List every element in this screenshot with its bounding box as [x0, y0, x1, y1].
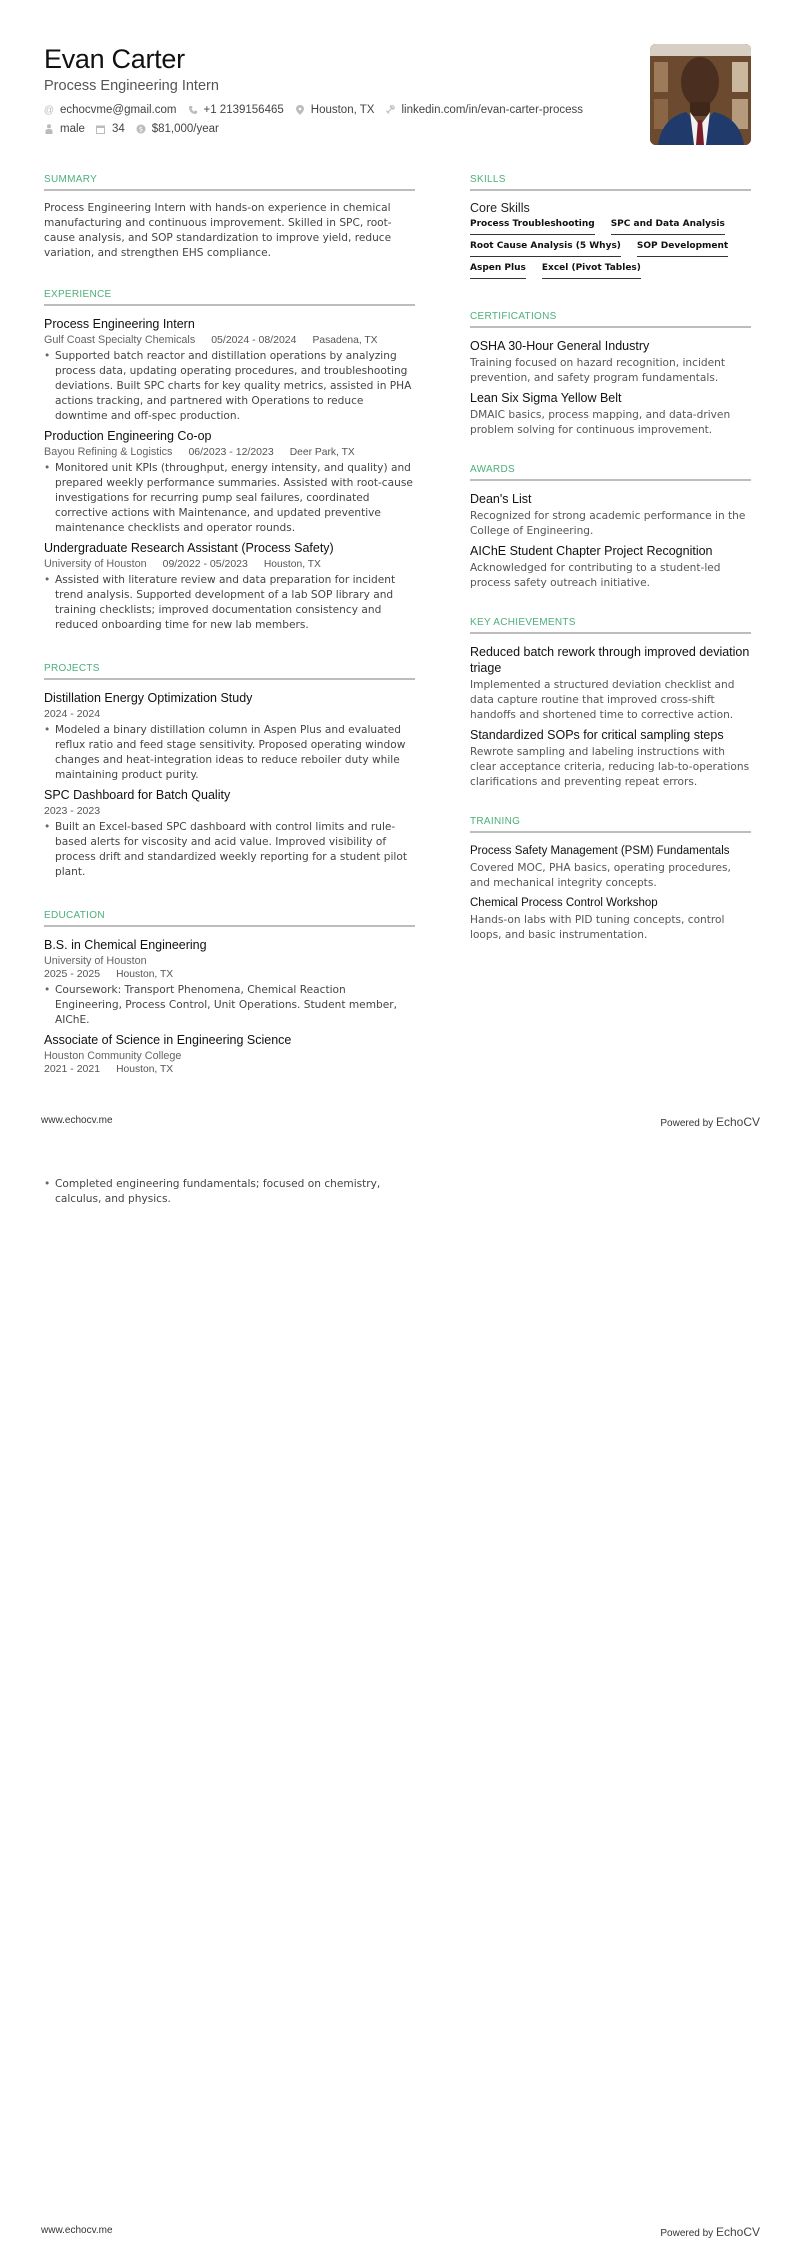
powered-by [660, 1115, 760, 1129]
certification-desc: DMAIC basics, process mapping, and data-driven problem solving for continuous improvement. [470, 409, 731, 436]
section-heading: AWARDS [470, 464, 751, 481]
project-title: SPC Dashboard for Batch Quality [44, 788, 231, 802]
profile-photo [650, 44, 751, 145]
education-meta [44, 1063, 415, 1075]
personal-row [44, 123, 230, 135]
job-bullet [44, 461, 415, 536]
skill-tag: Excel (Pivot Tables) [542, 263, 641, 279]
bullet-icon: • [44, 984, 51, 996]
skill-tag: SPC and Data Analysis [611, 219, 725, 235]
brand-name: EchoCV [715, 2225, 760, 2239]
education-overflow [44, 1177, 415, 1211]
skills-section [470, 174, 751, 285]
experience-item [44, 316, 415, 424]
education-dates: 2025 - 2025 [44, 968, 101, 980]
achievement-title: Standardized SOPs for critical sampling steps [470, 728, 724, 742]
award-desc: Acknowledged for contributing to a student-led process safety outreach initiative. [470, 562, 721, 589]
bullet-text: Supported batch reactor and distillation operations by analyzing process data, updating operating procedures, and troubleshooting deviations. Built SPC charts for key quality metrics, assisted in PHA actions tracking, and partnered with Operations to reduce downtime and off-spec production. [55, 350, 412, 422]
school-name: Houston Community College [44, 1050, 182, 1062]
section-heading: KEY ACHIEVEMENTS [470, 617, 751, 634]
award-title: AIChE Student Chapter Project Recognition [470, 544, 713, 558]
footer-site-link[interactable]: www.echocv.me [41, 1115, 113, 1126]
phone-text: +1 2139156465 [203, 104, 284, 116]
job-dates: 05/2024 - 08/2024 [211, 334, 297, 346]
linkedin-text: linkedin.com/in/evan-carter-process [401, 104, 584, 116]
project-item [44, 690, 415, 783]
education-location: Houston, TX [116, 1064, 174, 1075]
training-title: Process Safety Management (PSM) Fundamentals [470, 845, 730, 857]
calendar-icon [96, 124, 106, 134]
certification-title: OSHA 30-Hour General Industry [470, 339, 650, 353]
contact-phone[interactable] [188, 104, 284, 116]
bullet-icon: • [44, 574, 51, 586]
project-meta [44, 708, 415, 720]
powered-prefix: Powered by [660, 2228, 714, 2239]
bullet-icon: • [44, 462, 51, 474]
project-title: Distillation Energy Optimization Study [44, 691, 253, 705]
right-column [470, 174, 751, 965]
project-item [44, 787, 415, 880]
bullet-icon: • [44, 724, 51, 736]
education-dates: 2021 - 2021 [44, 1063, 101, 1075]
left-column [44, 174, 415, 1097]
award-desc: Recognized for strong academic performance in the College of Engineering. [470, 510, 746, 537]
job-bullet [44, 349, 415, 424]
candidate-name: Evan Carter [44, 44, 185, 74]
powered-prefix: Powered by [660, 1118, 714, 1129]
section-heading: EXPERIENCE [44, 289, 415, 306]
bullet-icon: • [44, 1178, 51, 1190]
award-title: Dean's List [470, 492, 532, 506]
training-title: Chemical Process Control Workshop [470, 897, 658, 909]
certification-title: Lean Six Sigma Yellow Belt [470, 391, 622, 405]
skills-list [470, 219, 751, 285]
experience-item [44, 540, 415, 633]
job-bullet [44, 573, 415, 633]
page-footer [0, 1115, 794, 1135]
job-meta [44, 558, 415, 570]
project-dates: 2024 - 2024 [44, 708, 101, 720]
person-icon [44, 124, 54, 134]
skills-group-title: Core Skills [470, 201, 530, 215]
personal-age [96, 123, 125, 135]
section-heading: SKILLS [470, 174, 751, 191]
summary-section [44, 174, 415, 261]
project-bullet [44, 723, 415, 783]
education-section [44, 910, 415, 1075]
achievement-title: Reduced batch rework through improved deviation triage [470, 645, 750, 675]
bullet-text: Modeled a binary distillation column in Aspen Plus and evaluated reflux ratio and feed stage sensitivity. Proposed operating window changes and heat-integration ideas to reduce reboiler duty while maintaining product purity. [55, 724, 406, 781]
bullet-text: Coursework: Transport Phenomena, Chemical Reaction Engineering, Process Control, Unit Operations. Student member, AIChE. [55, 984, 397, 1026]
job-location: Houston, TX [263, 559, 321, 570]
project-dates: 2023 - 2023 [44, 805, 101, 817]
skill-tag: SOP Development [637, 241, 728, 257]
certification-desc: Training focused on hazard recognition, incident prevention, and safety program fundamentals. [470, 357, 726, 384]
experience-item [44, 428, 415, 536]
company: University of Houston [44, 558, 147, 570]
section-heading: CERTIFICATIONS [470, 311, 751, 328]
skill-tag: Root Cause Analysis (5 Whys) [470, 241, 621, 257]
training-desc: Covered MOC, PHA basics, operating procedures, and mechanical integrity concepts. [470, 862, 731, 889]
summary-text: Process Engineering Intern with hands-on experience in chemical manufacturing and continuous improvement. Skilled in SPC, root-cause analysis, and SOP standardization to improve yield, reduce variation, and strengthen EHS compliance. [44, 202, 392, 259]
achievement-desc: Implemented a structured deviation checklist and data capture routine that improved cross-shift handoffs and shortened time to corrective action. [470, 679, 735, 721]
education-meta [44, 968, 415, 980]
bullet-text: Assisted with literature review and data preparation for incident trend analysis. Supported development of a lab SOP library and training checklists; improved documentation consistency and reduced onboarding time for new lab members. [55, 574, 396, 631]
section-heading: SUMMARY [44, 174, 415, 191]
bullet-icon: • [44, 350, 51, 362]
svg-text:$: $ [138, 125, 143, 134]
section-heading: EDUCATION [44, 910, 415, 927]
bullet-text: Completed engineering fundamentals; focused on chemistry, calculus, and physics. [55, 1178, 381, 1205]
job-dates: 06/2023 - 12/2023 [188, 446, 274, 458]
company: Bayou Refining & Logistics [44, 446, 173, 458]
education-bullet [44, 1177, 415, 1207]
personal-salary [136, 123, 219, 135]
age-text: 34 [111, 123, 125, 135]
job-title: Production Engineering Co-op [44, 429, 212, 443]
link-icon [385, 105, 395, 115]
contact-row [44, 104, 594, 116]
contact-linkedin[interactable] [385, 104, 583, 116]
footer-site-link[interactable]: www.echocv.me [41, 2225, 113, 2236]
email-text: echocvme@gmail.com [60, 104, 177, 116]
projects-section [44, 663, 415, 880]
section-heading: TRAINING [470, 816, 751, 833]
section-heading: PROJECTS [44, 663, 415, 680]
training-section [470, 816, 751, 943]
school-name: University of Houston [44, 955, 147, 967]
candidate-title: Process Engineering Intern [44, 78, 219, 94]
page-footer [0, 2225, 794, 2245]
education-item [44, 1032, 415, 1075]
gender-text: male [60, 123, 85, 135]
skill-tag: Process Troubleshooting [470, 219, 595, 235]
bullet-icon: • [44, 821, 51, 833]
brand-name: EchoCV [715, 1115, 760, 1129]
location-pin-icon [295, 105, 305, 115]
school [44, 1050, 415, 1062]
training-desc: Hands-on labs with PID tuning concepts, control loops, and basic instrumentation. [470, 914, 725, 941]
school [44, 955, 415, 967]
job-title: Process Engineering Intern [44, 317, 195, 331]
job-meta [44, 446, 415, 458]
education-location: Houston, TX [116, 969, 174, 980]
skill-tag: Aspen Plus [470, 263, 526, 279]
location-text: Houston, TX [310, 104, 375, 116]
company: Gulf Coast Specialty Chemicals [44, 334, 196, 346]
education-item [44, 937, 415, 1028]
experience-section [44, 289, 415, 633]
powered-by [660, 2225, 760, 2239]
job-title: Undergraduate Research Assistant (Process Safety) [44, 541, 334, 555]
job-location: Pasadena, TX [312, 335, 378, 346]
achievement-desc: Rewrote sampling and labeling instructions with clear acceptance criteria, reducing lab-to-operations clarifications and preventing repeat errors. [470, 746, 750, 788]
at-icon: @ [43, 104, 55, 116]
project-bullet [44, 820, 415, 880]
phone-icon [188, 105, 198, 115]
job-location: Deer Park, TX [289, 447, 355, 458]
salary-text: $81,000/year [151, 123, 219, 135]
job-dates: 09/2022 - 05/2023 [162, 558, 248, 570]
degree: Associate of Science in Engineering Science [44, 1033, 292, 1047]
awards-section [470, 464, 751, 591]
job-meta [44, 334, 415, 346]
dollar-icon [136, 124, 146, 134]
project-meta [44, 805, 415, 817]
contact-email[interactable] [44, 104, 177, 116]
education-bullet [44, 983, 415, 1028]
bullet-text: Monitored unit KPIs (throughput, energy intensity, and quality) and prepared weekly performance summaries. Assisted with root-cause investigations for recurring pump seal failures, coordinated corrective actions with Maintenance, and updated preventive maintenance checklists and operator rounds. [55, 462, 413, 534]
contact-location [295, 104, 375, 116]
certifications-section [470, 311, 751, 438]
achievements-section [470, 617, 751, 790]
bullet-text: Built an Excel-based SPC dashboard with control limits and rule-based alerts for viscosity and acid value. Improved visibility of process drift and standardized weekly reporting for a student pilot plant. [55, 821, 407, 878]
personal-gender [44, 123, 85, 135]
degree: B.S. in Chemical Engineering [44, 938, 207, 952]
